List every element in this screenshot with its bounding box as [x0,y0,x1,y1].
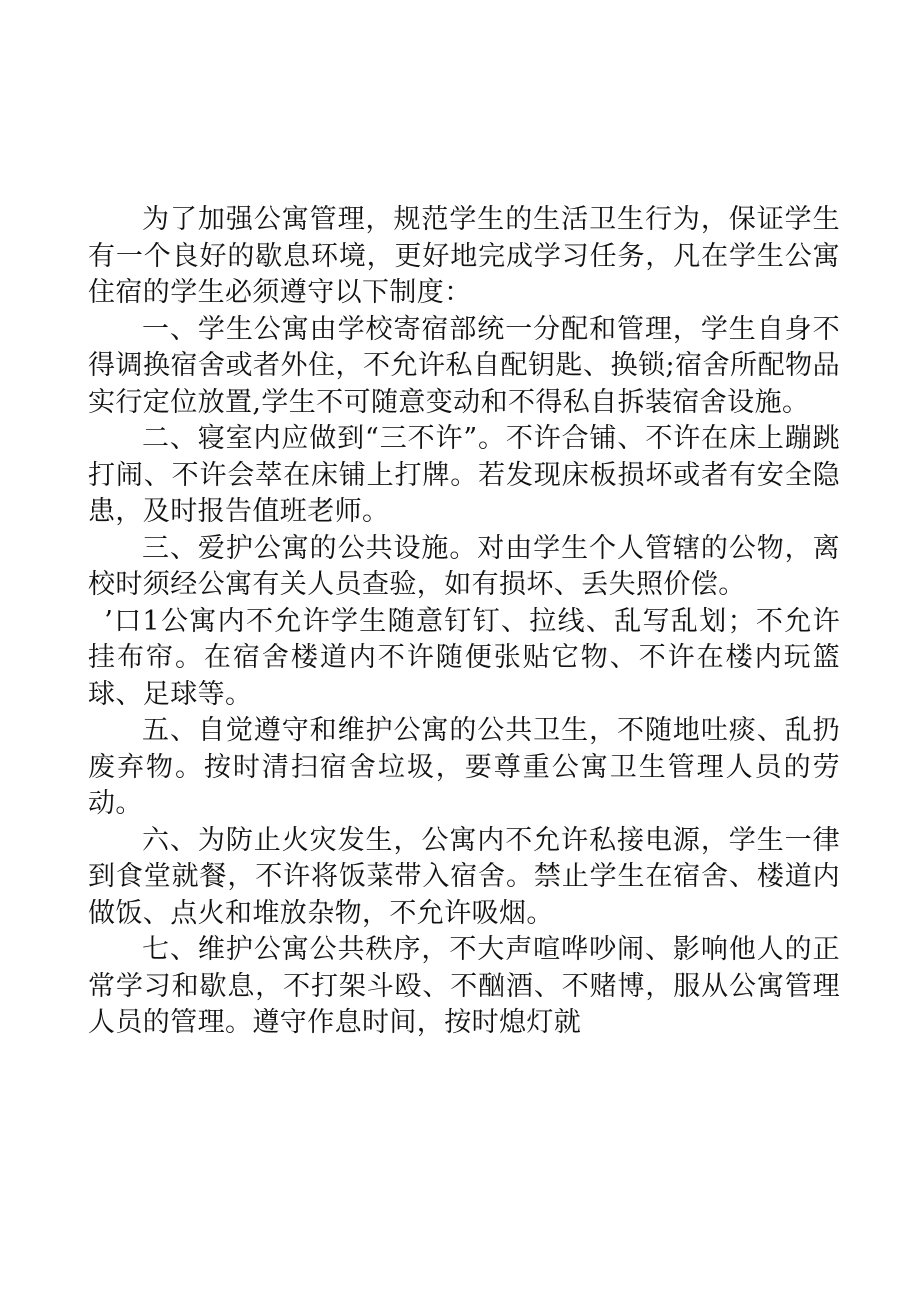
rule-6-paragraph: 六、为防止火灾发生，公寓内不允许私接电源，学生一律到食堂就餐，不许将饭菜带入宿舍。禁止学生在宿舍、楼道内做饭、点火和堆放杂物，不允许吸烟。 [88,824,840,929]
document-body [88,202,840,1042]
rule-2-paragraph: 二、寝室内应做到“三不许”。不许合铺、不许在床上蹦跳打闹、不许会萃在床铺上打牌。若发现床板损坏或者有安全隐患，及时报告值班老师。 [88,423,840,527]
rule-1-paragraph: 一、学生公寓由学校寄宿部统一分配和管理，学生自身不得调换宿舍或者外住，不允许私自配钥匙、换锁;宿舍所配物品实行定位放置,学生不可随意变动和不得私自拆装宿舍设施。 [88,313,840,418]
rule-5-paragraph: 五、自觉遵守和维护公寓的公共卫生，不随地吐痰、乱扔废弃物。按时清扫宿舍垃圾，要尊重公寓卫生管理人员的劳动。 [88,715,840,819]
intro-paragraph: 为了加强公寓管理，规范学生的生活卫生行为，保证学生有一个良好的歇息环境，更好地完成学习任务，凡在学生公寓住宿的学生必须遵守以下制度： [88,204,840,308]
rule-7-paragraph: 七、维护公寓公共秩序，不大声喧哗吵闹、影响他人的正常学习和歇息，不打架斗殴、不酗酒、不赌博，服从公寓管理人员的管理。遵守作息时间，按时熄灯就 [88,934,840,1038]
rule-4-paragraph: ’口1公寓内不允许学生随意钉钉、拉线、乱写乱划；不允许挂布帘。在宿舍楼道内不许随便张贴它物、不许在楼内玩篮球、足球等。 [88,605,840,710]
rule-3-paragraph: 三、爱护公寓的公共设施。对由学生个人管辖的公物，离校时须经公寓有关人员查验，如有损坏、丢失照价偿。 [88,532,840,600]
